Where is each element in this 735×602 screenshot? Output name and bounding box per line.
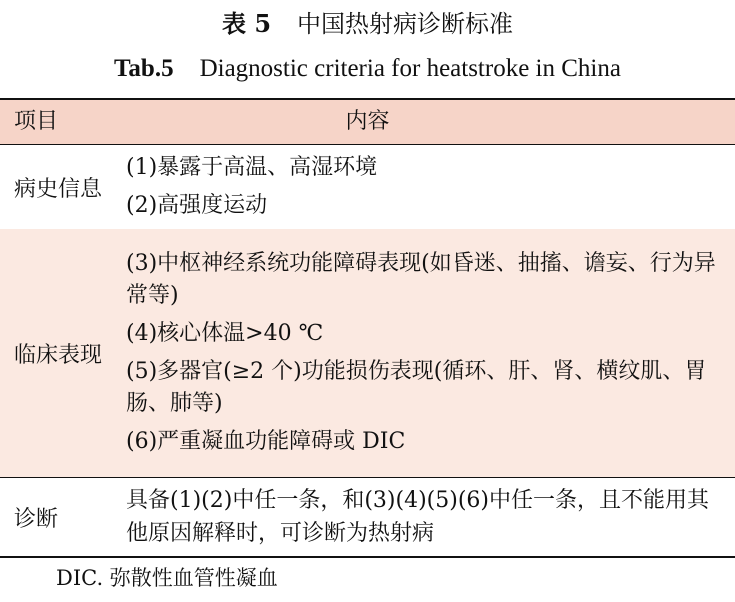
- table-number-cn: 表 5: [221, 9, 272, 38]
- table-row-diagnosis: [0, 477, 735, 556]
- header-category: 项目: [14, 109, 59, 134]
- table-row-clinical: [0, 229, 735, 477]
- criteria-table: [0, 98, 735, 558]
- table-header-row: [0, 100, 735, 145]
- row-content: [126, 242, 735, 464]
- criterion-item: (6)严重凝血功能障碍或 DIC: [126, 429, 406, 454]
- criterion-item: (4)核心体温>40 ℃: [126, 321, 324, 346]
- row-category: 病史信息: [14, 176, 103, 202]
- row-category: 诊断: [14, 506, 59, 532]
- table-number-en: Tab.5: [114, 55, 174, 82]
- table-row-history: [0, 145, 735, 229]
- row-category: 临床表现: [14, 342, 103, 368]
- table-title-chinese: [0, 6, 735, 42]
- header-content: 内容: [345, 109, 390, 134]
- table-title-cn-text: 中国热射病诊断标准: [297, 10, 514, 38]
- criterion-item: (2)高强度运动: [126, 193, 268, 218]
- criterion-item: (5)多器官(≥2 个)功能损伤表现(循环、肝、肾、横纹肌、胃肠、肺等): [126, 359, 707, 416]
- row-content: [126, 146, 735, 228]
- criterion-item: (1)暴露于高温、高湿环境: [126, 155, 378, 180]
- table-title-english: [0, 52, 735, 86]
- criterion-item: 具备(1)(2)中任一条，和(3)(4)(5)(6)中任一条，且不能用其他原因解释时，可诊断为热射病: [126, 488, 709, 546]
- row-content: [126, 484, 735, 550]
- criterion-item: (3)中枢神经系统功能障碍表现(如昏迷、抽搐、谵妄、行为异常等): [126, 251, 716, 308]
- table-title-en-text: Diagnostic criteria for heatstroke in China: [199, 55, 621, 82]
- table-footnote: DIC. 弥散性血管性凝血: [56, 566, 278, 590]
